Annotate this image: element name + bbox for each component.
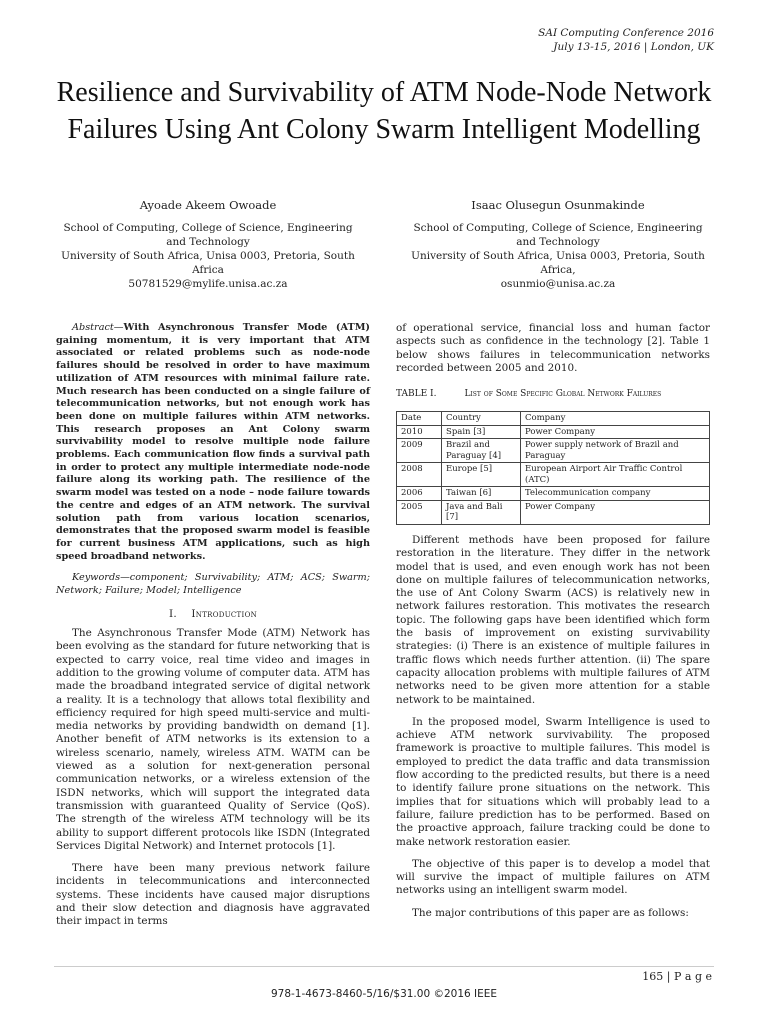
page-number: 165 | P a g e: [642, 970, 712, 983]
footer-divider: [54, 966, 714, 967]
table-row: [397, 487, 710, 501]
paragraph: The major contributions of this paper are as follows:: [412, 906, 689, 919]
table-cell: Power supply network of Brazil and Paraguay: [521, 439, 710, 463]
keywords: Keywords—component; Survivability; ATM; ACS; Swarm; Network; Failure; Model; Intelligence: [56, 572, 370, 597]
table-cell: Telecommunication company: [521, 487, 710, 501]
table-row: [397, 425, 710, 439]
table-header-cell: Country: [442, 412, 521, 426]
paragraph: of operational service, financial loss and human factor aspects such as confidence in the technology [2]. Table 1 below shows failures in telecommunication networks recorded between 2005 and 2010.: [396, 322, 710, 374]
author-affiliation: School of Computing, College of Science, Engineering and Technology: [413, 222, 703, 248]
table-row: [397, 463, 710, 487]
right-column: [396, 322, 710, 929]
author-affiliation: University of South Africa, Unisa 0003, Pretoria, South Africa,: [411, 250, 705, 276]
author-name: Ayoade Akeem Owoade: [139, 198, 277, 212]
section-title: Introduction: [191, 607, 258, 620]
author-block-2: [408, 198, 708, 291]
abstract-lead: Abstract—: [72, 322, 124, 333]
paragraph: The Asynchronous Transfer Mode (ATM) Network has been evolving as the standard for future networking that is expected to carry voice, real time video and images in addition to the growing volume of computer data. ATM has made the broadband integrated service of digital network a reality. It is a technology that allows total flexibility and efficiency required for high speed multi-service and multi-media networks by providing bandwidth on demand [1]. Another benefit of ATM networks is its extension to a wireless scenario, namely, wireless ATM. WATM can be viewed as a solution for next-generation personal communication networks, or a wireless extension of the ISDN networks, which will support the integrated data transmission with guaranteed Quality of Service (QoS). The strength of the wireless ATM technology will be its ability to support different protocols like ISDN (Integrated Services Digital Network) and Internet protocols [1].: [56, 627, 370, 852]
author-email: osunmio@unisa.ac.za: [500, 278, 616, 290]
paragraph: There have been many previous network failure incidents in telecommunications and interconnected systems. These incidents have caused major disruptions and their slow detection and diagnosis have aggravated their impact in terms: [56, 862, 370, 928]
author-name: Isaac Olusegun Osunmakinde: [471, 198, 645, 212]
table-cell: 2008: [397, 463, 442, 487]
paragraph: Different methods have been proposed for failure restoration in the literature. They differ in the network model that is used, and even enough work has not been done on multiple failures of telecommunication networks, the use of Ant Colony Swarm (ACS) is relatively new in network failures restoration. This motivates the research topic. The following gaps have been identified which form the basis of improvement on existing survivability strategies: (i) There is an existence of multiple failures in traffic flows which needs further attention. (ii) The spare capacity allocation problems with multiple failures of ATM networks need to be given more attention for a stable network to be maintained.: [396, 533, 710, 706]
left-column: [56, 322, 370, 938]
table-header-cell: Company: [521, 412, 710, 426]
author-block-1: [58, 198, 358, 291]
author-affiliation: School of Computing, College of Science, Engineering and Technology: [63, 222, 353, 248]
paragraph: In the proposed model, Swarm Intelligence is used to achieve ATM network survivability. The proposed framework is proactive to multiple failures. This model is employed to predict the data traffic and data transmission flow according to the predicted results, but there is a need to identify failure prone situations on the network. This implies that for situations which will probably lead to a failure, failure prediction has to be performed. Based on the proactive approach, failure tracking could be done to make network restoration easier.: [396, 715, 710, 848]
table-cell: 2005: [397, 500, 442, 524]
isbn-line: 978-1-4673-8460-5/16/$31.00 ©2016 IEEE: [270, 988, 498, 1000]
paragraph: The objective of this paper is to develop a model that will survive the impact of multiple failures on ATM networks using an intelligent swarm model.: [396, 857, 710, 897]
table-cell: 2006: [397, 487, 442, 501]
section-number: I.: [168, 607, 177, 620]
table-cell: Power Company: [521, 500, 710, 524]
paper-title: Resilience and Survivability of ATM Node-Node Network Failures Using Ant Colony Swarm Intelligent Modelling: [56, 77, 712, 145]
section-heading: [56, 608, 370, 621]
table-cell: European Airport Air Traffic Control (ATC): [521, 463, 710, 487]
abstract: [56, 322, 370, 563]
author-affiliation: University of South Africa, Unisa 0003, Pretoria, South Africa: [61, 250, 355, 276]
table-cell: Europe [5]: [442, 463, 521, 487]
table-header-row: [397, 412, 710, 426]
failures-table: [396, 411, 710, 525]
abstract-text: With Asynchronous Transfer Mode (ATM) gaining momentum, it is very important that ATM associated or related problems such as node-node failures should be resolved in order to have maximum utilization of ATM resources with minimal failure rate. Much research has been conducted on a single failure of telecommunication networks, but not enough work has been done on multiple failures within ATM networks. This research proposes an Ant Colony swarm survivability model to resolve multiple node failure problems. Each communication flow finds a survival path in order to protect any multiple intermediate node-node failure along its working path. The resilience of the swarm model was tested on a node – node failure towards the centre and edges of an ATM network. The survival solution path from various location scenarios, demonstrates that the proposed swarm model is feasible for current business ATM applications, such as high speed broadband networks.: [56, 322, 370, 562]
conference-name: SAI Computing Conference 2016: [538, 27, 714, 39]
table-cell: Java and Bali [7]: [442, 500, 521, 524]
conference-header: [538, 26, 714, 54]
table-number: TABLE I.: [396, 389, 437, 400]
table-cell: 2009: [397, 439, 442, 463]
table-caption: [396, 388, 710, 401]
table-cell: 2010: [397, 425, 442, 439]
table-cell: Brazil and Paraguay [4]: [442, 439, 521, 463]
table-row: [397, 439, 710, 463]
conference-dates: July 13-15, 2016 | London, UK: [553, 41, 714, 53]
table-title: List of Some Specific Global Network Failures: [464, 389, 662, 400]
table-header-cell: Date: [397, 412, 442, 426]
table-row: [397, 500, 710, 524]
table-cell: Taiwan [6]: [442, 487, 521, 501]
author-email: 50781529@mylife.unisa.ac.za: [128, 278, 288, 290]
table-cell: Power Company: [521, 425, 710, 439]
table-cell: Spain [3]: [442, 425, 521, 439]
